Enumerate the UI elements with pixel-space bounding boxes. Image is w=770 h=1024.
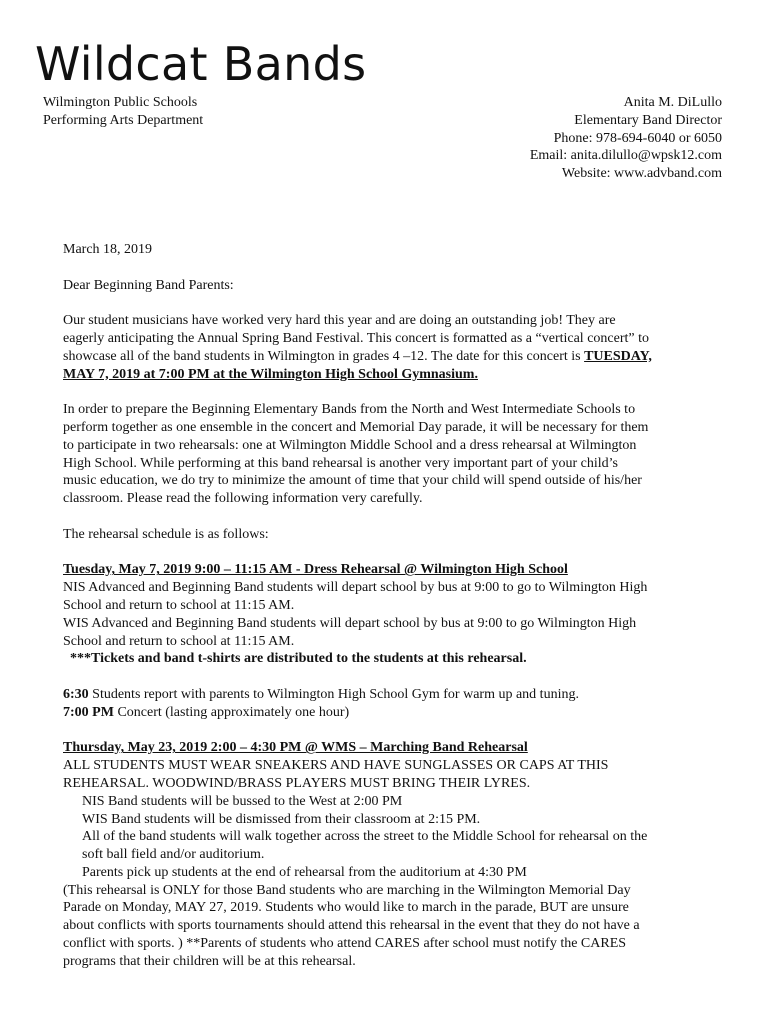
text-line: NIS Advanced and Beginning Band students will depart school by bus at 9:00 to go to Wilmington High bbox=[63, 580, 648, 596]
rehearsal-heading: Thursday, May 23, 2019 2:00 – 4:30 PM @ WMS – Marching Band Rehearsal bbox=[63, 740, 528, 756]
text-line: ALL STUDENTS MUST WEAR SNEAKERS AND HAVE SUNGLASSES OR CAPS AT THIS bbox=[63, 758, 609, 774]
text-line: School and return to school at 11:15 AM. bbox=[63, 597, 295, 613]
text-line: programs that their children will be at this rehearsal. bbox=[63, 953, 356, 969]
concert-date-emphasis: TUESDAY, bbox=[584, 348, 652, 364]
text-line: music education, we do try to minimize the amount of time that your child will spend outside of his/her bbox=[63, 473, 642, 489]
letter-greeting: Dear Beginning Band Parents: bbox=[63, 277, 234, 293]
time-text: Students report with parents to Wilmington High School Gym for warm up and tuning. bbox=[88, 686, 579, 702]
letterhead-title: Wildcat Bands bbox=[35, 37, 367, 91]
rehearsal-heading: Tuesday, May 7, 2019 9:00 – 11:15 AM - Dress Rehearsal @ Wilmington High School bbox=[63, 562, 568, 578]
schedule-intro: The rehearsal schedule is as follows: bbox=[63, 526, 269, 542]
text-line: perform together as one ensemble in the concert and Memorial Day parade, it will be necessary for them bbox=[63, 419, 649, 435]
time-row bbox=[63, 704, 713, 722]
text-line: eagerly anticipating the Annual Spring Band Festival. This concert is formatted as a “vertical concert” to bbox=[63, 330, 649, 346]
text-line-part: showcase all of the band students in Wilmington in grades 4 –12. The date for this concert is bbox=[63, 348, 585, 364]
text-line: Parade on Monday, MAY 27, 2019. Students who would like to march in the parade, BUT are unsure bbox=[63, 900, 629, 916]
school-district: Wilmington Public Schools bbox=[43, 95, 198, 110]
letter-body bbox=[63, 241, 713, 988]
letter-date: March 18, 2019 bbox=[63, 242, 153, 257]
text-line: soft ball field and/or auditorium. bbox=[82, 847, 265, 863]
rehearsal-marching bbox=[63, 739, 713, 970]
text-line: In order to prepare the Beginning Elementary Bands from the North and West Intermediate Schools to bbox=[63, 402, 636, 418]
text-line bbox=[63, 348, 713, 366]
director-title: Elementary Band Director bbox=[574, 112, 722, 128]
text-line: High School. While performing at this band rehearsal is another very important part of your child’s bbox=[63, 455, 618, 471]
tickets-note: ***Tickets and band t-shirts are distributed to the students at this rehearsal. bbox=[63, 651, 527, 667]
text-line: All of the band students will walk together across the street to the Middle School for rehearsal on the bbox=[82, 829, 648, 845]
concert-details-emphasis: MAY 7, 2019 at 7:00 PM at the Wilmington High School Gymnasium. bbox=[63, 366, 478, 382]
text-line: about conflicts with sports tournaments should attend this rehearsal in the event that they do not have a bbox=[63, 918, 640, 934]
phone: Phone: 978-694-6040 or 6050 bbox=[553, 130, 722, 146]
paragraph-intro bbox=[63, 312, 713, 383]
time-row bbox=[63, 686, 713, 704]
time-label: 6:30 bbox=[63, 686, 89, 702]
text-line: (This rehearsal is ONLY for those Band students who are marching in the Wilmington Memorial Day bbox=[63, 882, 631, 898]
letterhead-organization bbox=[43, 94, 203, 130]
time-text: Concert (lasting approximately one hour) bbox=[113, 704, 350, 720]
text-line: Parents pick up students at the end of rehearsal from the auditorium at 4:30 PM bbox=[82, 864, 527, 880]
text-line: School and return to school at 11:15 AM. bbox=[63, 633, 295, 649]
department: Performing Arts Department bbox=[43, 112, 204, 128]
text-line: classroom. Please read the following information very carefully. bbox=[63, 491, 423, 507]
text-line: Our student musicians have worked very hard this year and are doing an outstanding job! They are bbox=[63, 313, 616, 329]
director-name: Anita M. DiLullo bbox=[623, 95, 722, 110]
text-line: NIS Band students will be bussed to the West at 2:00 PM bbox=[82, 793, 403, 809]
letterhead-contact bbox=[530, 94, 722, 183]
paragraph-preparation bbox=[63, 401, 713, 508]
concert-times bbox=[63, 686, 713, 722]
time-label: 7:00 PM bbox=[63, 704, 114, 720]
text-line: WIS Advanced and Beginning Band students will depart school by bus at 9:00 to go Wilmington High bbox=[63, 615, 637, 631]
rehearsal-dress bbox=[63, 561, 713, 668]
email: Email: anita.dilullo@wpsk12.com bbox=[529, 148, 722, 164]
text-line: REHEARSAL. WOODWIND/BRASS PLAYERS MUST BRING THEIR LYRES. bbox=[63, 775, 531, 791]
text-line: WIS Band students will be dismissed from their classroom at 2:15 PM. bbox=[82, 811, 481, 827]
website: Website: www.advband.com bbox=[561, 166, 722, 182]
text-line: conflict with sports. ) **Parents of students who attend CARES after school must notify the CARES bbox=[63, 936, 627, 952]
text-line: to participate in two rehearsals: one at Wilmington Middle School and a dress rehearsal at Wilmington bbox=[63, 437, 637, 453]
